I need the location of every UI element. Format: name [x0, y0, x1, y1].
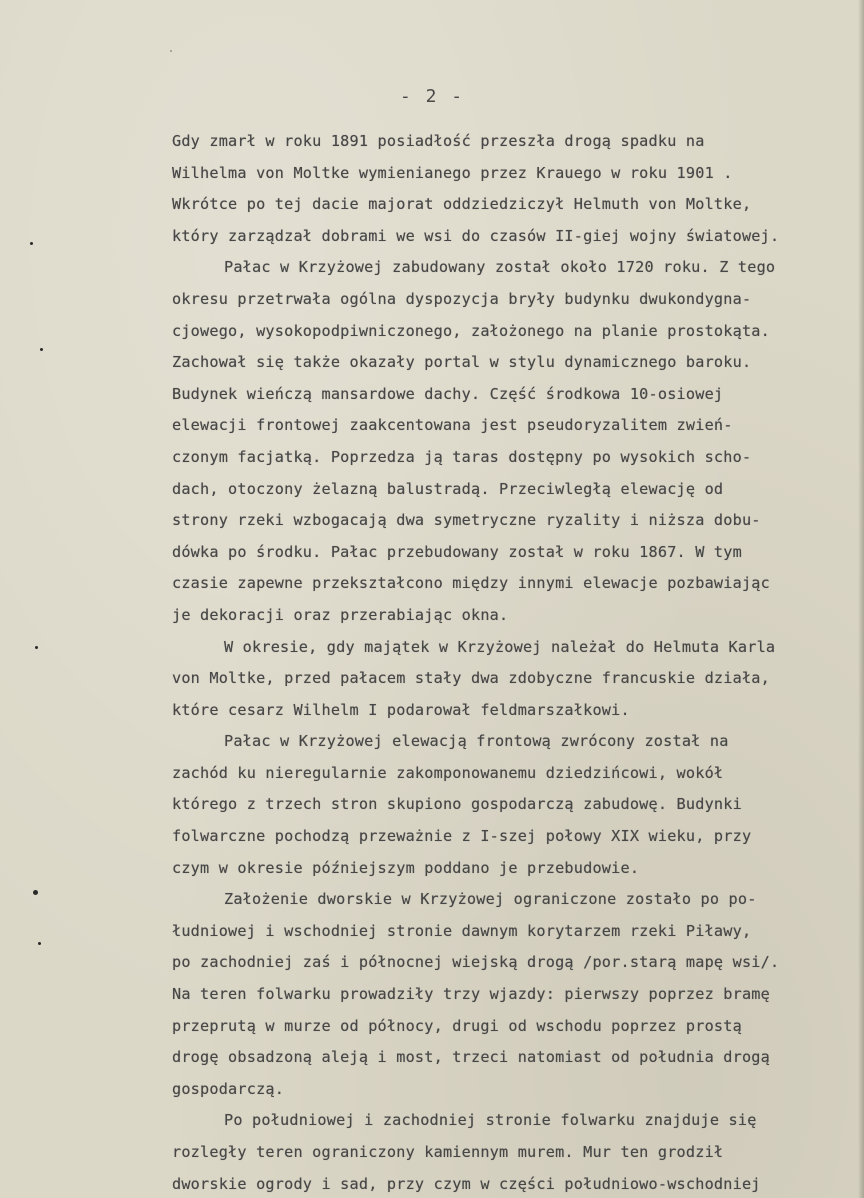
text-line: Budynek wieńczą mansardowe dachy. Część środkowa 10-osiowej: [172, 384, 724, 403]
text-line: którego z trzech stron skupiono gospodarczą zabudowę. Budynki: [172, 795, 742, 814]
paper-speck: [33, 890, 38, 895]
text-line: po zachodniej zaś i północnej wiejską drogą /por.starą mapę wsi/.: [172, 953, 780, 972]
text-line: czonym facjatką. Poprzedza ją taras dostępny po wysokich scho-: [172, 447, 752, 466]
text-line: Wkrótce po tej dacie majorat oddziedziczył Helmuth von Moltke,: [172, 195, 752, 214]
paper-speck: [35, 646, 38, 649]
text-line: folwarczne pochodzą przeważnie z I-szej połowy XIX wieku, przy: [172, 827, 752, 846]
text-line: który zarządzał dobrami we wsi do czasów II-giej wojny światowej.: [172, 226, 780, 245]
paper-speck: [40, 348, 43, 351]
text-line: dworskie ogrody i sad, przy czym w części południowo-wschodniej: [172, 1174, 761, 1193]
text-line: je dekoracji oraz przerabiając okna.: [172, 605, 509, 624]
text-line: Założenie dworskie w Krzyżowej ograniczone zostało po po-: [224, 890, 757, 909]
text-line: rozległy teren ograniczony kamiennym murem. Mur ten grodził: [172, 1143, 724, 1161]
text-line: czym w okresie późniejszym poddano je przebudowie.: [172, 858, 640, 877]
text-line: cjowego, wysokopodpiwniczonego, założonego na planie prostokąta.: [172, 321, 770, 340]
text-line: okresu przetrwała ogólna dyspozycja bryły budynku dwukondygna-: [172, 289, 752, 308]
text-line: łudniowej i wschodniej stronie dawnym korytarzem rzeki Piławy,: [172, 921, 752, 940]
text-line: Pałac w Krzyżowej elewacją frontową zwrócony został na: [224, 732, 729, 751]
paper-speck: [38, 942, 41, 945]
text-line: które cesarz Wilhelm I podarował feldmarszałkowi.: [172, 700, 630, 719]
text-line: Na teren folwarku prowadziły trzy wjazdy: pierwszy poprzez bramę: [172, 985, 770, 1004]
page-edge-shadow: [858, 0, 864, 1198]
text-line: Gdy zmarł w roku 1891 posiadłość przeszła drogą spadku na: [172, 132, 705, 150]
text-line: zachód ku nieregularnie zakomponowanemu dziedzińcowi, wokół: [172, 763, 724, 782]
text-line: strony rzeki wzbogacają dwa symetryczne ryzality i niższa dobu-: [172, 511, 761, 530]
text-line: dówka po środku. Pałac przebudowany został w roku 1867. W tym: [172, 542, 742, 561]
page-number: - 2 -: [399, 86, 465, 107]
text-line: Zachował się także okazały portal w stylu dynamicznego baroku.: [172, 353, 752, 372]
text-line: von Moltke, przed pałacem stały dwa zdobyczne francuskie działa,: [172, 669, 770, 688]
text-line: dach, otoczony żelazną balustradą. Przeciwległą elewację od: [172, 479, 724, 498]
text-line: czasie zapewne przekształcono między innymi elewacje pozbawiając: [172, 574, 770, 593]
paper-speck: [30, 242, 33, 245]
text-line: elewacji frontowej zaakcentowana jest pseudoryzalitem zwień-: [172, 416, 733, 435]
text-line: drogę obsadzoną aleją i most, trzeci natomiast od południa drogą: [172, 1048, 770, 1067]
body-text: [172, 126, 848, 1198]
text-line: przeprutą w murze od północy, drugi od wschodu poprzez prostą: [172, 1016, 742, 1035]
text-line: gospodarczą.: [172, 1079, 285, 1098]
text-line: Wilhelma von Moltke wymienianego przez Krauego w roku 1901 .: [172, 163, 733, 182]
text-line: Po południowej i zachodniej stronie folwarku znajduje się: [224, 1111, 757, 1130]
text-line: Pałac w Krzyżowej zabudowany został około 1720 roku. Z tego: [224, 258, 776, 277]
text-line: W okresie, gdy majątek w Krzyżowej należał do Helmuta Karla: [224, 637, 776, 656]
paper-speck: [170, 50, 172, 52]
